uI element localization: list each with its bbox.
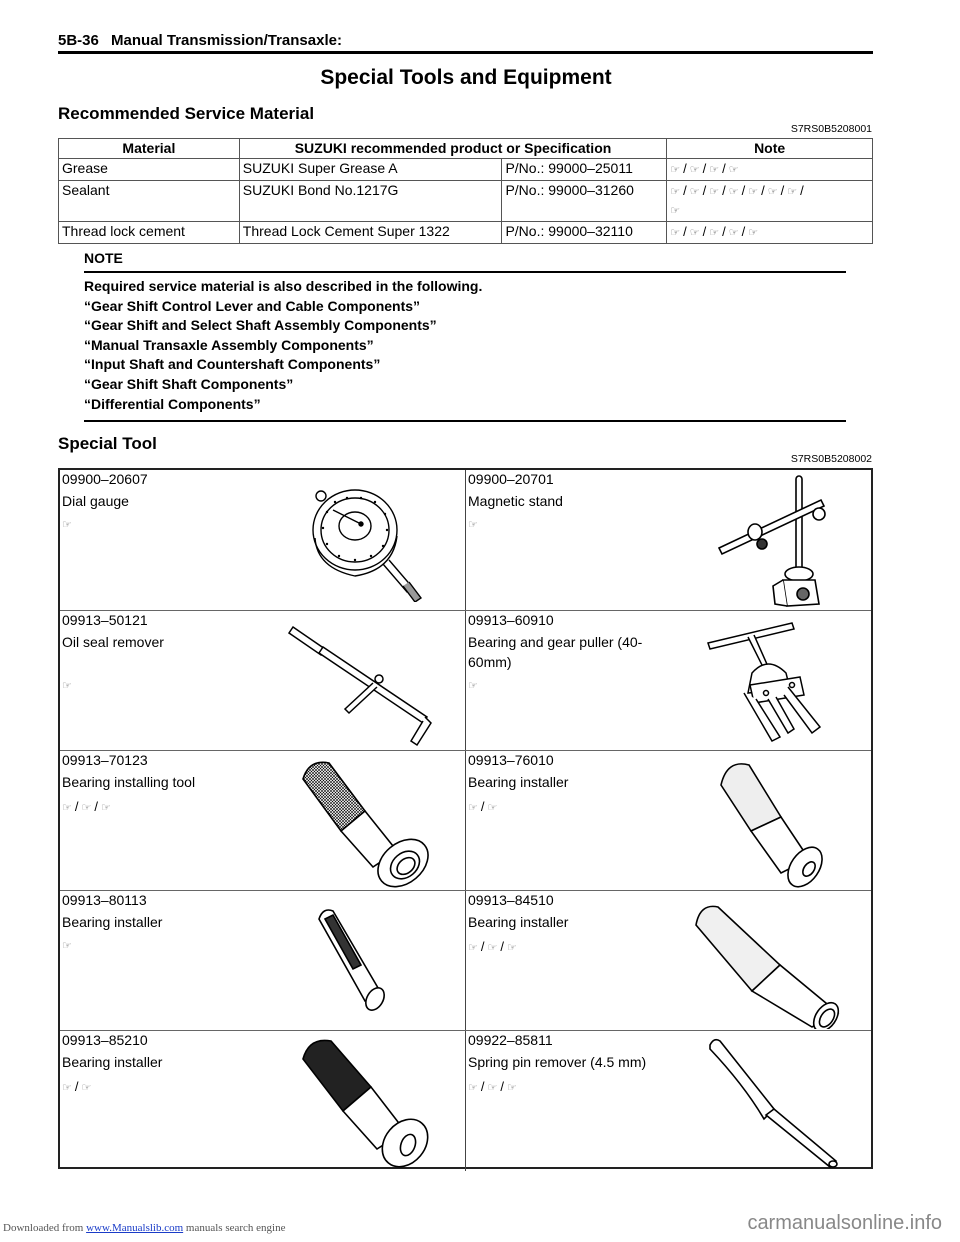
- separator: /: [722, 183, 726, 198]
- table-row: [59, 181, 873, 222]
- pointing-hand-icon[interactable]: ☞: [487, 1082, 498, 1094]
- note-reference-link[interactable]: “Manual Transaxle Assembly Components”: [84, 336, 374, 353]
- product-cell: SUZUKI Bond No.1217G: [239, 181, 502, 222]
- pointing-hand-icon[interactable]: ☞: [689, 186, 700, 198]
- pointing-hand-icon[interactable]: ☞: [81, 802, 92, 814]
- note-label: NOTE: [84, 250, 123, 266]
- part-number-cell: P/No.: 99000–32110: [502, 222, 667, 244]
- special-tool-section-id: S7RS0B5208002: [790, 453, 872, 465]
- pointing-hand-icon[interactable]: ☞: [709, 227, 720, 239]
- tool-cell: [60, 891, 466, 1031]
- note-reference-link[interactable]: “Gear Shift Shaft Components”: [84, 375, 294, 392]
- note-bottom-rule: [84, 420, 846, 422]
- tool-row: [60, 1030, 871, 1171]
- footer-download-note: Downloaded from www.Manualslib.com manuals search engine: [3, 1222, 286, 1234]
- tool-row: [60, 750, 871, 891]
- bearing-installer-illustration: [711, 755, 851, 889]
- tool-name: Bearing and gear puller (40- 60mm): [468, 634, 643, 670]
- separator: /: [683, 224, 687, 239]
- tool-name: Bearing installer: [62, 1054, 163, 1070]
- separator: /: [761, 183, 765, 198]
- tool-cell: [60, 470, 466, 610]
- dial-gauge-illustration: [295, 472, 435, 602]
- pointing-hand-icon[interactable]: ☞: [62, 802, 72, 814]
- pointing-hand-icon[interactable]: ☞: [689, 227, 700, 239]
- tool-name: Dial gauge: [62, 493, 129, 509]
- table-row: [59, 222, 873, 244]
- pointing-hand-icon[interactable]: ☞: [709, 164, 720, 176]
- tool-cell: [466, 611, 871, 751]
- tool-row: [60, 890, 871, 1031]
- separator: /: [683, 183, 687, 198]
- tool-cell: [60, 611, 466, 751]
- separator: /: [800, 183, 804, 198]
- separator: /: [741, 183, 746, 198]
- material-cell: Thread lock cement: [59, 222, 240, 244]
- pointing-hand-icon[interactable]: ☞: [487, 802, 498, 814]
- tool-number: 09922–85811: [468, 1032, 553, 1048]
- tool-refs: [62, 1079, 91, 1094]
- product-cell: SUZUKI Super Grease A: [239, 159, 502, 181]
- separator: /: [683, 161, 687, 176]
- service-material-table: [58, 138, 873, 244]
- tool-cell: [466, 751, 871, 891]
- separator: /: [780, 183, 785, 198]
- pointing-hand-icon[interactable]: ☞: [62, 680, 72, 692]
- pointing-hand-icon[interactable]: ☞: [81, 1082, 92, 1094]
- note-refs-cell: [667, 159, 873, 181]
- tool-number: 09900–20701: [468, 471, 554, 487]
- special-tool-table: [58, 468, 873, 1169]
- tool-cell: [466, 470, 871, 610]
- tool-refs: [468, 939, 517, 954]
- header-rule: [58, 51, 873, 54]
- separator: /: [702, 183, 707, 198]
- separator: /: [74, 799, 79, 814]
- tool-name: Magnetic stand: [468, 493, 563, 509]
- note-refs-cell: [667, 222, 873, 244]
- magnetic-stand-illustration: [711, 474, 841, 608]
- column-header-product: SUZUKI recommended product or Specification: [239, 139, 666, 159]
- tool-refs: [62, 939, 72, 952]
- separator: /: [702, 161, 707, 176]
- pointing-hand-icon[interactable]: ☞: [670, 186, 681, 198]
- pointing-hand-icon[interactable]: ☞: [468, 680, 478, 692]
- separator: /: [500, 1079, 504, 1094]
- tool-refs: [468, 1079, 517, 1094]
- pointing-hand-icon[interactable]: ☞: [62, 519, 72, 531]
- service-material-heading: Recommended Service Material: [58, 104, 315, 123]
- tool-refs: [62, 518, 72, 531]
- pointing-hand-icon[interactable]: ☞: [689, 164, 700, 176]
- part-number-cell: P/No.: 99000–31260: [502, 181, 667, 222]
- separator: /: [74, 1079, 79, 1094]
- part-number-cell: P/No.: 99000–25011: [502, 159, 667, 181]
- product-cell: Thread Lock Cement Super 1322: [239, 222, 502, 244]
- tool-number: 09913–84510: [468, 892, 554, 908]
- pointing-hand-icon[interactable]: ☞: [62, 1082, 72, 1094]
- page-title: Special Tools and Equipment: [320, 66, 612, 89]
- pointing-hand-icon[interactable]: ☞: [670, 164, 681, 176]
- tool-row: [60, 610, 871, 751]
- bearing-installer-knurled-illustration: [295, 1035, 445, 1169]
- page-header: [58, 32, 342, 49]
- pointing-hand-icon[interactable]: ☞: [507, 1082, 517, 1094]
- tool-cell: [466, 1031, 871, 1171]
- note-box: [84, 250, 846, 422]
- separator: /: [480, 799, 485, 814]
- tool-name: Bearing installer: [62, 914, 163, 930]
- note-body: [84, 273, 846, 414]
- bearing-installer-long-illustration: [688, 895, 858, 1029]
- separator: /: [500, 939, 504, 954]
- tool-cell: [60, 751, 466, 891]
- pointing-hand-icon[interactable]: ☞: [709, 186, 720, 198]
- pointing-hand-icon[interactable]: ☞: [468, 802, 478, 814]
- note-reference-link[interactable]: “Input Shaft and Countershaft Components”: [84, 356, 381, 373]
- tool-cell: [466, 891, 871, 1031]
- special-tool-heading: Special Tool: [58, 434, 157, 453]
- table-row: [59, 159, 873, 181]
- tool-cell: [60, 1031, 466, 1171]
- pointing-hand-icon[interactable]: ☞: [670, 205, 681, 217]
- tool-row: [60, 470, 871, 610]
- bearing-gear-puller-illustration: [696, 615, 856, 749]
- material-cell: Grease: [59, 159, 240, 181]
- pointing-hand-icon[interactable]: ☞: [670, 227, 681, 239]
- note-reference-link[interactable]: “Differential Components”: [84, 395, 261, 412]
- pointing-hand-icon[interactable]: ☞: [748, 227, 759, 239]
- pointing-hand-icon[interactable]: ☞: [728, 227, 739, 239]
- tool-number: 09900–20607: [62, 471, 148, 487]
- section-number: 5B-36: [58, 32, 99, 49]
- pointing-hand-icon[interactable]: ☞: [728, 164, 739, 176]
- tool-name: Bearing installing tool: [62, 774, 196, 790]
- service-material-section-id: S7RS0B5208001: [790, 123, 872, 135]
- material-cell: Sealant: [59, 181, 240, 222]
- tool-name: Oil seal remover: [62, 634, 164, 650]
- chapter-title: Manual Transmission/Transaxle:: [111, 32, 342, 49]
- pointing-hand-icon[interactable]: ☞: [101, 802, 111, 814]
- tool-refs: [468, 518, 478, 531]
- pointing-hand-icon[interactable]: ☞: [507, 942, 517, 954]
- bearing-installing-tool-illustration: [295, 755, 445, 889]
- tool-name: Bearing installer: [468, 774, 569, 790]
- column-header-material: Material: [59, 139, 240, 159]
- separator: /: [480, 939, 485, 954]
- tool-number: 09913–85210: [62, 1032, 148, 1048]
- oil-seal-remover-illustration: [285, 617, 445, 747]
- pointing-hand-icon[interactable]: ☞: [767, 186, 778, 198]
- tool-refs: [468, 799, 497, 814]
- footer-watermark: carmanualsonline.info: [747, 1212, 942, 1234]
- tool-refs: [62, 679, 72, 692]
- manualslib-link[interactable]: www.Manualslib.com: [86, 1222, 184, 1234]
- separator: /: [722, 224, 726, 239]
- tool-number: 09913–80113: [62, 892, 147, 908]
- note-reference-link[interactable]: “Gear Shift and Select Shaft Assembly Components”: [84, 317, 437, 334]
- pointing-hand-icon[interactable]: ☞: [748, 186, 759, 198]
- separator: /: [480, 1079, 485, 1094]
- note-reference-link[interactable]: “Gear Shift Control Lever and Cable Components”: [84, 297, 421, 314]
- separator: /: [702, 224, 707, 239]
- pointing-hand-icon[interactable]: ☞: [487, 942, 498, 954]
- column-header-note: Note: [667, 139, 873, 159]
- pointing-hand-icon[interactable]: ☞: [468, 1082, 478, 1094]
- table-header-row: [59, 139, 873, 159]
- pointing-hand-icon[interactable]: ☞: [468, 942, 478, 954]
- tool-refs: [62, 799, 111, 814]
- separator: /: [741, 224, 746, 239]
- tool-number: 09913–60910: [468, 612, 554, 628]
- tool-name: Bearing installer: [468, 914, 569, 930]
- pointing-hand-icon[interactable]: ☞: [468, 519, 478, 531]
- bearing-installer-slim-illustration: [315, 905, 415, 1025]
- pointing-hand-icon[interactable]: ☞: [728, 186, 739, 198]
- tool-refs: [468, 679, 478, 692]
- pointing-hand-icon[interactable]: ☞: [62, 940, 72, 952]
- note-refs-cell: [667, 181, 873, 222]
- tool-number: 09913–70123: [62, 752, 148, 768]
- separator: /: [722, 161, 726, 176]
- note-intro: Required service material is also described in the following.: [84, 278, 483, 294]
- tool-number: 09913–76010: [468, 752, 554, 768]
- spring-pin-remover-illustration: [704, 1035, 854, 1169]
- tool-name: Spring pin remover (4.5 mm): [468, 1054, 647, 1070]
- tool-number: 09913–50121: [62, 612, 148, 628]
- pointing-hand-icon[interactable]: ☞: [787, 186, 798, 198]
- separator: /: [94, 799, 98, 814]
